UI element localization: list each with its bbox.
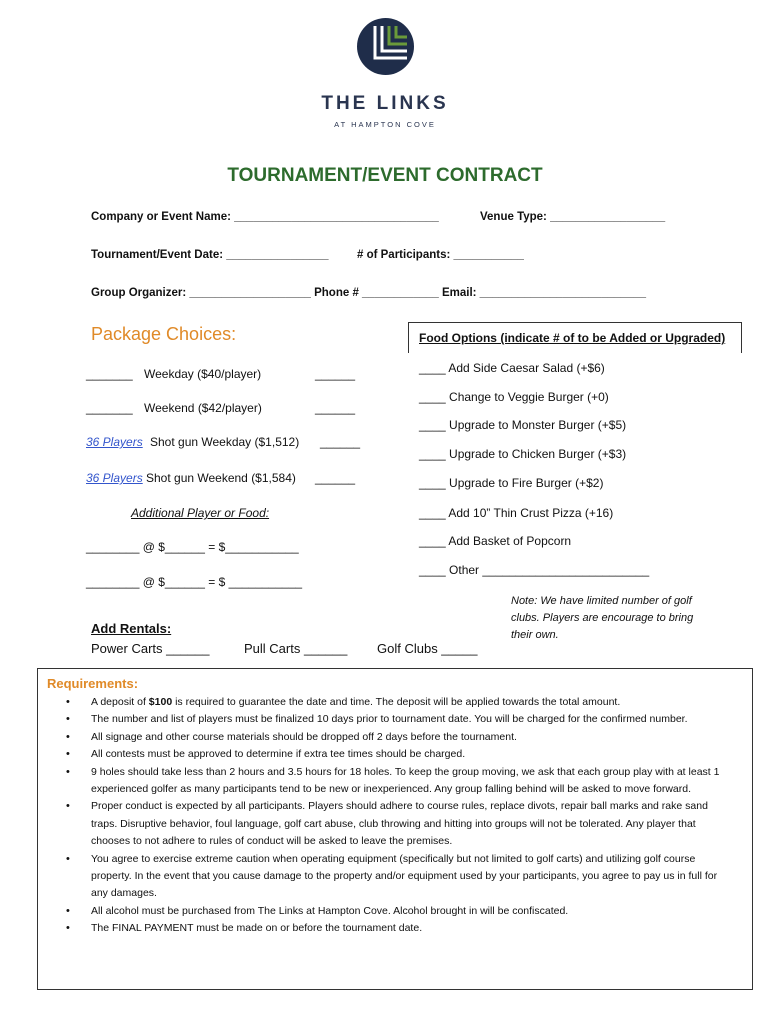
food-item[interactable]: ____ Upgrade to Monster Burger (+$5) — [419, 418, 627, 432]
power-carts-field[interactable]: Power Carts ______ — [91, 641, 210, 656]
food-item[interactable]: ____ Change to Veggie Burger (+0) — [419, 390, 609, 404]
package-label: Weekday ($40/player) — [144, 367, 262, 381]
package-blank[interactable]: ______ — [315, 401, 356, 415]
requirement-item: • All alcohol must be purchased from The Links at Hampton Cove. Alcohol brought in will be confiscated. — [66, 903, 730, 920]
package-link[interactable]: 36 Players — [86, 471, 143, 485]
package-prefix[interactable]: _______ — [86, 401, 133, 415]
note-line: their own. — [511, 629, 559, 641]
calc-line[interactable]: ________ @ $______ = $ ___________ — [86, 575, 303, 589]
calc-line[interactable]: ________ @ $______ = $___________ — [86, 540, 299, 554]
food-item[interactable]: ____ Other _________________________ — [419, 563, 650, 577]
requirement-item: • You agree to exercise extreme caution when operating equipment (specifically but not limited to golf carts) and utilizing golf course property. In the event that you cause damage to the property and/or equipment used by your participants, you agree to pay us in full for any damages. — [66, 851, 730, 903]
food-item[interactable]: ____ Add Basket of Popcorn — [419, 534, 572, 548]
participants-field[interactable]: # of Participants: ___________ — [357, 249, 524, 261]
brand-name: THE LINKS — [321, 93, 449, 114]
requirements-heading: Requirements: — [47, 676, 139, 691]
date-field[interactable]: Tournament/Event Date: ________________ — [91, 249, 329, 261]
food-title: Food Options (indicate # of to be Added or Upgraded) — [419, 331, 726, 345]
note-line: Note: We have limited number of golf — [511, 595, 692, 607]
page-title: TOURNAMENT/EVENT CONTRACT — [227, 165, 543, 186]
note-line: clubs. Players are encourage to bring — [511, 612, 694, 624]
requirement-item: • A deposit of $100 is required to guarantee the date and time. The deposit will be applied towards the total amount. — [66, 694, 730, 711]
requirement-item: • 9 holes should take less than 2 hours and 3.5 hours for 18 holes. To keep the group moving, we ask that each group play with at least 1 experienced golfer as many participants tend to be new or inexperienced. Any group falling behind will be asked to move forward. — [66, 764, 730, 799]
company-field[interactable]: Company or Event Name: ________________________________ — [91, 211, 439, 223]
package-blank[interactable]: ______ — [315, 367, 356, 381]
package-blank[interactable]: ______ — [315, 471, 356, 485]
additional-label: Additional Player or Food: — [131, 506, 270, 520]
rentals-heading: Add Rentals: — [91, 621, 172, 636]
package-prefix[interactable]: _______ — [86, 367, 133, 381]
organizer-field[interactable]: Group Organizer: ___________________ Phone # ____________ Email: __________________________ — [91, 287, 646, 299]
pull-carts-field[interactable]: Pull Carts ______ — [244, 641, 348, 656]
requirements-list — [66, 694, 730, 938]
package-link[interactable]: 36 Players — [86, 435, 143, 449]
venue-field[interactable]: Venue Type: __________________ — [480, 211, 666, 223]
requirement-item: • All signage and other course materials should be dropped off 2 days before the tournament. — [66, 729, 730, 746]
package-heading: Package Choices: — [91, 324, 237, 344]
brand-subtitle: AT HAMPTON COVE — [334, 120, 436, 129]
requirement-item: • All contests must be approved to determine if extra tee times should be charged. — [66, 746, 730, 763]
deposit-amount: $100 — [148, 696, 173, 708]
package-label: Weekend ($42/player) — [144, 401, 262, 415]
package-label: Shot gun Weekday ($1,512) — [150, 435, 300, 449]
golf-clubs-field[interactable]: Golf Clubs _____ — [377, 641, 478, 656]
package-label: Shot gun Weekend ($1,584) — [146, 471, 296, 485]
logo-icon — [357, 18, 414, 75]
package-blank[interactable]: ______ — [320, 435, 361, 449]
food-item[interactable]: ____ Add Side Caesar Salad (+$6) — [419, 361, 605, 375]
food-item[interactable]: ____ Upgrade to Chicken Burger (+$3) — [419, 447, 627, 461]
requirement-item: • The FINAL PAYMENT must be made on or before the tournament date. — [66, 920, 730, 937]
food-item[interactable]: ____ Add 10” Thin Crust Pizza (+16) — [419, 506, 614, 520]
food-item[interactable]: ____ Upgrade to Fire Burger (+$2) — [419, 476, 604, 490]
requirement-item: • The number and list of players must be finalized 10 days prior to tournament date. You will be charged for the confirmed number. — [66, 711, 730, 728]
requirement-item: • Proper conduct is expected by all participants. Players should adhere to course rules, replace divots, repair ball marks and rake sand traps. Disruptive behavior, foul language, golf cart abuse, club throwing and hitting into groups will not be tolerated. Any player that chooses to not adhere to rules of conduct will be asked to leave the premises. — [66, 798, 730, 850]
